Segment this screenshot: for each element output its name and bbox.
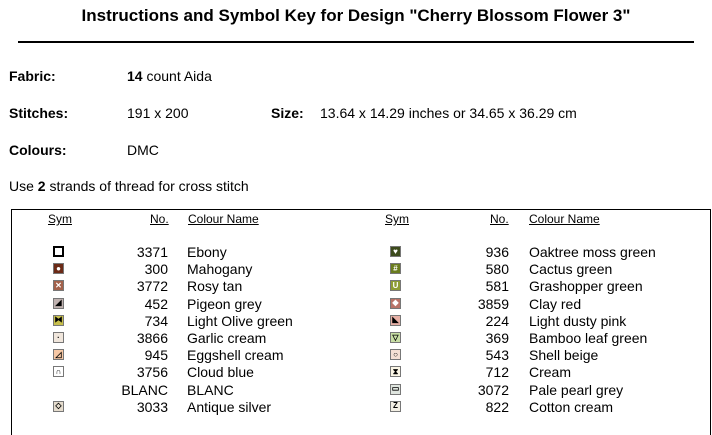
symbol-key-table [11, 209, 711, 435]
colour-name: Light dusty pink [529, 312, 627, 329]
colour-name: Eggshell cream [187, 347, 284, 364]
strand-count: 2 [37, 178, 46, 194]
dmc-number: BLANC [121, 381, 168, 398]
color-swatch-icon: ♥ [390, 246, 401, 257]
instruction-pre: Use [9, 178, 38, 194]
key-row-right [12, 381, 624, 399]
dmc-number: 3371 [136, 244, 168, 260]
colour-name: Cream [529, 364, 572, 381]
colour-name: Cotton cream [529, 398, 614, 415]
colour-name: BLANC [187, 381, 234, 398]
colour-name: Cloud blue [187, 364, 254, 381]
colour-name: Ebony [187, 244, 227, 260]
colour-name: Pale pearl grey [529, 381, 624, 398]
color-swatch-icon: Z [390, 401, 401, 412]
color-swatch-icon: ◿ [53, 349, 64, 360]
dmc-number: 945 [144, 347, 168, 364]
instruction-post: strands of thread for cross stitch [45, 178, 249, 194]
colour-name: Antique silver [187, 398, 272, 415]
dmc-number: 3866 [136, 330, 168, 346]
color-swatch-icon: # [390, 263, 401, 274]
dmc-number: 3033 [136, 398, 168, 415]
dmc-number: 734 [144, 312, 168, 329]
color-swatch-icon: ▽ [390, 332, 401, 343]
dmc-number: 3756 [136, 364, 168, 381]
fabric-label: Fabric: [9, 68, 56, 84]
color-swatch-icon: ✕ [53, 280, 64, 291]
colour-name: Grashopper green [529, 278, 643, 295]
key-row-right [12, 295, 582, 313]
dmc-number: 3772 [136, 278, 168, 295]
fabric-text: count Aida [142, 68, 212, 84]
header-name-left: Colour Name [188, 212, 259, 226]
page-title: Instructions and Symbol Key for Design "Cherry Blossom Flower 3" [81, 6, 631, 25]
dmc-number: 543 [485, 347, 509, 364]
stitches-label: Stitches: [9, 105, 69, 121]
header-no-right: No. [490, 212, 509, 226]
color-swatch-icon: ⧗ [390, 366, 401, 377]
colour-name: Cactus green [529, 261, 613, 278]
header-sym-right: Sym [385, 212, 409, 226]
dmc-number: 300 [144, 261, 168, 278]
color-swatch-icon: ∩ [53, 366, 64, 377]
key-row-right [12, 278, 643, 295]
dmc-number: 936 [485, 244, 509, 260]
instruction-text [9, 178, 249, 194]
colour-name: Pigeon grey [187, 295, 262, 312]
header-sym-left: Sym [48, 212, 72, 226]
header-no-left: No. [150, 212, 169, 226]
color-swatch-icon: ◆ [390, 298, 401, 309]
header-name-right: Colour Name [529, 212, 600, 226]
colour-name: Mahogany [187, 261, 253, 278]
key-row-right [12, 347, 599, 364]
color-swatch-icon: ● [53, 263, 64, 274]
key-row-right [12, 312, 627, 330]
dmc-number: 452 [144, 295, 168, 312]
colour-name: Oaktree moss green [529, 244, 656, 260]
colour-name: Light Olive green [187, 312, 293, 329]
dmc-number: 3072 [477, 381, 509, 398]
color-swatch-icon: U [390, 280, 401, 291]
colours-value: DMC [127, 142, 159, 158]
colour-name: Clay red [529, 295, 582, 312]
colour-name: Garlic cream [187, 330, 267, 346]
stitches-value: 191 x 200 [127, 105, 189, 121]
color-swatch-icon: · [53, 332, 64, 343]
color-swatch-icon: ◇ [53, 401, 64, 412]
size-value: 13.64 x 14.29 inches or 34.65 x 36.29 cm [320, 105, 577, 121]
key-row-right [12, 398, 614, 416]
key-row-right [12, 330, 648, 347]
dmc-number: 581 [485, 278, 509, 295]
dmc-number: 224 [485, 312, 509, 329]
title-divider [18, 41, 694, 43]
fabric-count: 14 [127, 68, 143, 84]
color-swatch-icon: ▭ [391, 384, 400, 394]
colour-name: Rosy tan [187, 278, 243, 295]
fabric-value [127, 68, 212, 84]
dmc-number: 712 [485, 364, 509, 381]
dmc-number: 822 [485, 398, 509, 415]
color-swatch-icon: ◣ [390, 315, 401, 326]
size-label: Size: [271, 105, 304, 121]
key-row-right [12, 364, 572, 381]
dmc-number: 580 [485, 261, 509, 278]
dmc-number: 369 [485, 330, 509, 346]
color-swatch-icon: ○ [390, 349, 401, 360]
color-swatch-icon: ⧓ [54, 315, 63, 325]
colour-name: Shell beige [529, 347, 599, 364]
colour-name: Bamboo leaf green [529, 330, 648, 346]
colours-label: Colours: [9, 142, 67, 158]
color-swatch-icon: ◢ [53, 298, 64, 309]
key-row-right [12, 261, 613, 278]
key-row-right [12, 244, 656, 261]
dmc-number: 3859 [477, 295, 509, 312]
